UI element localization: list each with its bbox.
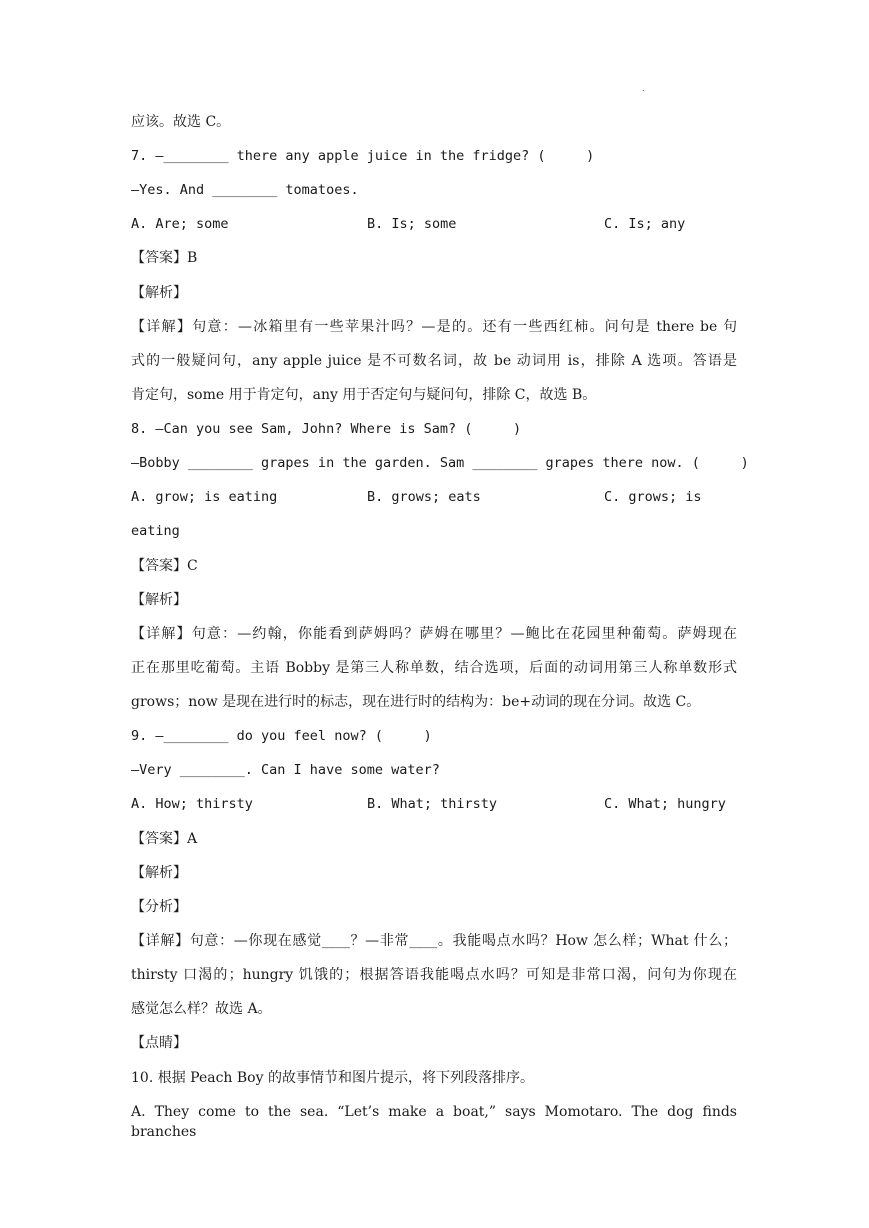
analysis-label: 【解析】 bbox=[131, 592, 187, 608]
question-9: 9. —________ do you feel now? ( ) bbox=[131, 728, 432, 744]
option-c: C. Is; any bbox=[604, 216, 686, 232]
text-line: 应该。故选 C。 bbox=[131, 114, 231, 130]
question-10: 10. 根据 Peach Boy 的故事情节和图片提示，将下列段落排序。 bbox=[131, 1070, 534, 1086]
option-b: B. What; thirsty bbox=[367, 796, 498, 812]
detail-text: 正在那里吃葡萄。主语 Bobby 是第三人称单数，结合选项，后面的动词用第三人称单数形式 bbox=[131, 660, 737, 676]
option-a: A. grow; is eating bbox=[131, 489, 278, 505]
question-8-reply: —Bobby ________ grapes in the garden. Sam ________ grapes there now. ( ) bbox=[131, 455, 749, 471]
analysis-label: 【解析】 bbox=[131, 285, 187, 301]
option-b: B. Is; some bbox=[367, 216, 457, 232]
option-c: C. What; hungry bbox=[604, 796, 726, 812]
detail-text: grows；now 是现在进行时的标志，现在进行时的结构为：be+动词的现在分词。故选 C。 bbox=[131, 694, 701, 710]
detail-text: 式的一般疑问句，any apple juice 是不可数名词，故 be 动词用 is，排除 A 选项。答语是 bbox=[131, 353, 737, 369]
option-a: A. Are; some bbox=[131, 216, 229, 232]
option-c-continued: eating bbox=[131, 523, 180, 539]
option-a: A. How; thirsty bbox=[131, 796, 253, 812]
option-b: B. grows; eats bbox=[367, 489, 481, 505]
analysis-label: 【解析】 bbox=[131, 865, 187, 881]
detail-text: 【详解】句意：—你现在感觉____？—非常____。我能喝点水吗？How 怎么样；What 什么； bbox=[131, 933, 737, 949]
header-dot: . bbox=[642, 84, 645, 93]
answer-label: 【答案】C bbox=[131, 558, 198, 574]
question-9-reply: —Very ________. Can I have some water? bbox=[131, 762, 440, 778]
answer-label: 【答案】A bbox=[131, 831, 198, 847]
detail-text: 感觉怎么样？故选 A。 bbox=[131, 1001, 272, 1017]
question-8: 8. —Can you see Sam, John? Where is Sam? ( ) bbox=[131, 421, 522, 437]
question-7-reply: —Yes. And ________ tomatoes. bbox=[131, 182, 359, 198]
detail-text: 肯定句，some 用于肯定句，any 用于否定句与疑问句，排除 C，故选 B。 bbox=[131, 387, 597, 403]
analysis-note-label: 【分析】 bbox=[131, 899, 187, 915]
question-7: 7. —________ there any apple juice in the fridge? ( ) bbox=[131, 148, 595, 164]
key-point-label: 【点睛】 bbox=[131, 1035, 187, 1051]
answer-label: 【答案】B bbox=[131, 250, 198, 266]
detail-text: 【详解】句意：—约翰，你能看到萨姆吗？萨姆在哪里？—鲍比在花园里种葡萄。萨姆现在 bbox=[131, 626, 737, 642]
detail-text: thirsty 口渴的；hungry 饥饿的；根据答语我能喝点水吗？可知是非常口渴，问句为你现在 bbox=[131, 967, 737, 983]
detail-text: 【详解】句意：—冰箱里有一些苹果汁吗？—是的。还有一些西红柿。问句是 there be 句 bbox=[131, 319, 737, 335]
paragraph-a: A. They come to the sea. “Let’s make a boat,” says Momotaro. The dog finds branches bbox=[131, 1104, 737, 1140]
option-c: C. grows; is bbox=[604, 489, 702, 505]
